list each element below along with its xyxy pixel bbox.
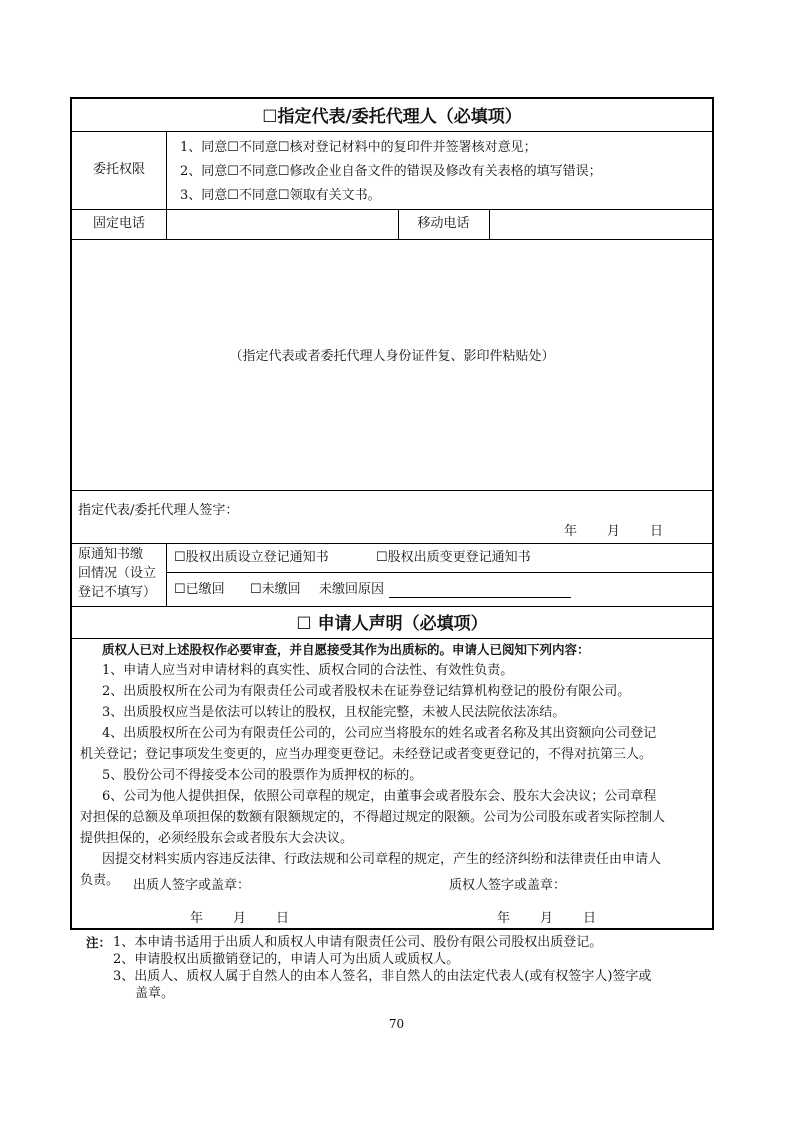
date-day: 日	[276, 911, 290, 926]
option-not-returned[interactable]: ☐未缴回	[250, 582, 301, 597]
divider	[72, 490, 712, 491]
divider	[166, 209, 167, 239]
page-number: 70	[388, 1017, 405, 1031]
section2-title: ☐ 申请人声明（必填项）	[296, 614, 488, 634]
not-returned-reason-label: 未缴回原因	[319, 582, 385, 597]
date-year: 年	[564, 524, 578, 539]
note-line: 2、申请股权出质撤销登记的，申请人可为出质人或质权人。	[113, 952, 460, 967]
note-line: 3、出质人、质权人属于自然人的由本人签名，非自然人的由法定代表人(或有权签字人)签字或	[113, 969, 652, 984]
section1-title: ☐指定代表/委托代理人（必填项）	[262, 107, 522, 127]
divider	[72, 131, 712, 132]
divider	[72, 209, 712, 210]
note-line: 盖章。	[135, 986, 175, 1001]
date-day: 日	[583, 911, 597, 926]
divider	[72, 239, 712, 240]
declaration-line: 提供担保的，必须经股东会或者股东大会决议。	[80, 831, 354, 846]
authority-item: 1、同意☐不同意☐核对登记材料中的复印件并签署核对意见；	[180, 140, 537, 155]
id-copy-placeholder: （指定代表或者委托代理人身份证件复、影印件粘贴处）	[229, 349, 555, 364]
pledgor-sign-label: 出质人签字或盖章：	[133, 878, 251, 893]
divider	[72, 606, 712, 607]
pledgee-sign-label: 质权人签字或盖章：	[449, 878, 567, 893]
date-year: 年	[497, 911, 511, 926]
declaration-intro: 质权人已对上述股权作必要审查，并自愿接受其作为出质标的。申请人已阅知下列内容：	[102, 642, 590, 657]
reason-underline	[389, 597, 571, 598]
date-day: 日	[650, 524, 664, 539]
signature-label: 指定代表/委托代理人签字：	[78, 503, 239, 518]
mobile-phone-label: 移动电话	[417, 216, 470, 231]
date-month: 月	[233, 911, 247, 926]
declaration-line: 5、股份公司不得接受本公司的股票作为质押权的标的。	[102, 768, 423, 783]
divider	[166, 572, 712, 573]
option-change-notice[interactable]: ☐股权出质变更登记通知书	[376, 550, 531, 565]
fixed-phone-label: 固定电话	[92, 216, 145, 231]
declaration-line: 因提交材料实质内容违反法律、行政法规和公司章程的规定，产生的经济纠纷和法律责任由申请人	[102, 852, 662, 867]
notice-label-line: 登记不填写）	[78, 585, 157, 600]
option-returned[interactable]: ☐已缴回	[174, 582, 225, 597]
divider	[72, 638, 712, 639]
divider	[166, 543, 167, 606]
declaration-line: 机关登记；登记事项发生变更的，应当办理变更登记。未经登记或者变更登记的，不得对抗第三人。	[80, 747, 653, 762]
declaration-line: 负责。	[80, 873, 120, 888]
divider	[489, 209, 490, 239]
declaration-line: 2、出质股权所在公司为有限责任公司或者股权未在证券登记结算机构登记的股份有限公司。	[102, 684, 631, 699]
declaration-line: 3、出质股权应当是依法可以转让的股权，且权能完整，未被人民法院依法冻结。	[102, 705, 566, 720]
notes-prefix: 注：	[86, 935, 112, 950]
date-month: 月	[607, 524, 621, 539]
declaration-line: 4、出质股权所在公司为有限责任公司的，公司应当将股东的姓名或者名称及其出资额向公司登记	[102, 726, 657, 741]
declaration-line: 6、公司为他人提供担保，依照公司章程的规定，由董事会或者股东会、股东大会决议；公司章程	[102, 789, 657, 804]
notice-label-line: 原通知书缴	[78, 547, 144, 562]
divider	[166, 131, 167, 209]
authority-item: 2、同意☐不同意☐修改企业自备文件的错误及修改有关表格的填写错误；	[180, 164, 602, 179]
divider	[72, 543, 712, 544]
authority-item: 3、同意☐不同意☐领取有关文书。	[180, 188, 381, 203]
notice-label-line: 回情况（设立	[78, 566, 157, 581]
authority-label: 委托权限	[92, 162, 145, 177]
declaration-line: 对担保的总额及单项担保的数额有限额规定的，不得超过规定的限额。公司为公司股东或者实际控制人	[80, 810, 666, 825]
declaration-line: 1、申请人应当对申请材料的真实性、质权合同的合法性、有效性负责。	[102, 663, 514, 678]
option-setup-notice[interactable]: ☐股权出质设立登记通知书	[174, 550, 329, 565]
note-line: 1、本申请书适用于出质人和质权人申请有限责任公司、股份有限公司股权出质登记。	[113, 935, 603, 950]
date-year: 年	[190, 911, 204, 926]
date-month: 月	[540, 911, 554, 926]
